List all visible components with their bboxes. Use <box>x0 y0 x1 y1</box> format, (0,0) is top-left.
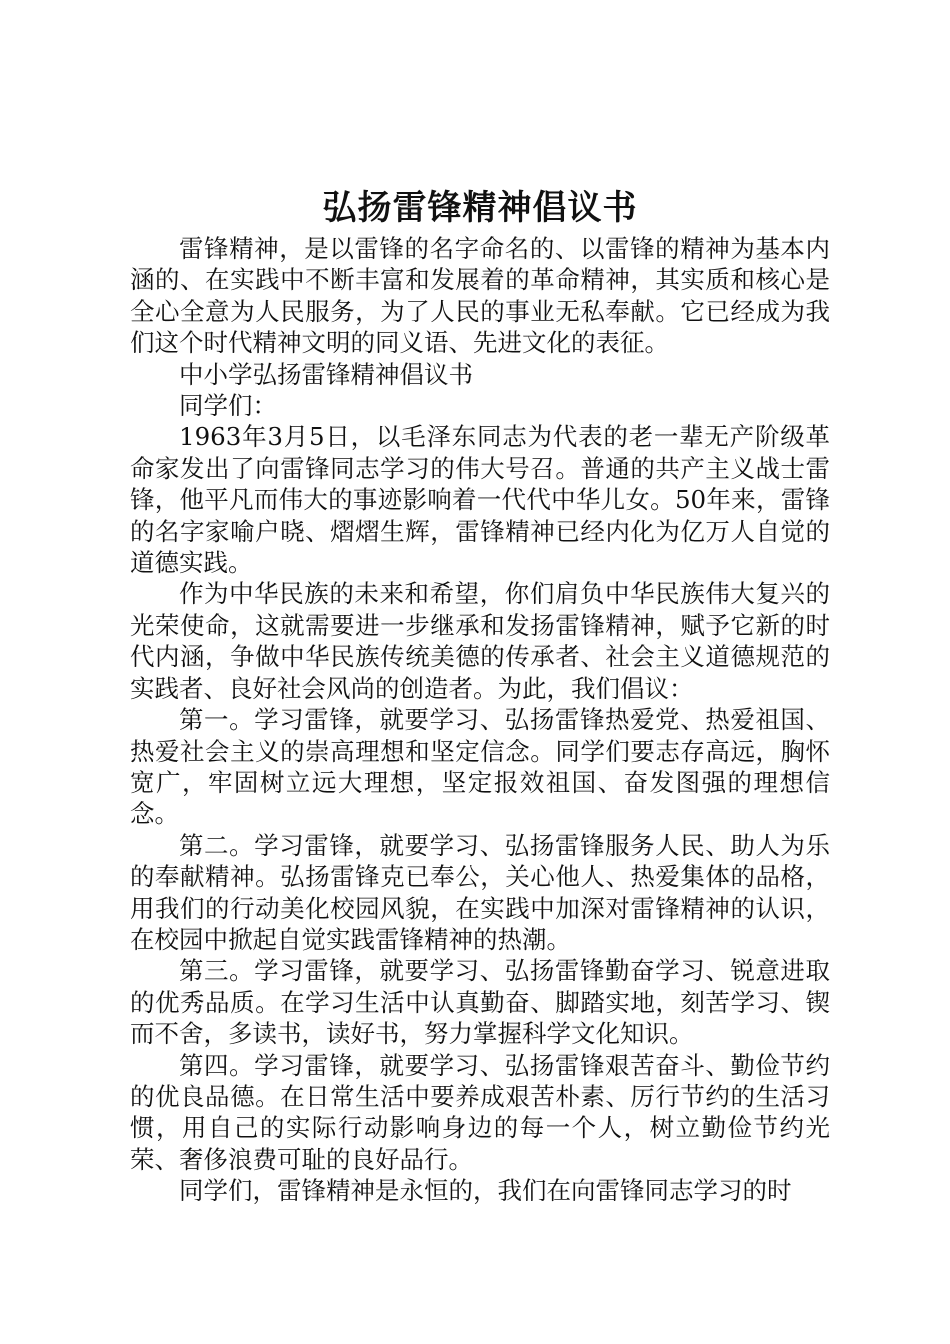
closing-paragraph: 同学们，雷锋精神是永恒的，我们在向雷锋同志学习的时 <box>179 1176 792 1206</box>
document-page <box>130 185 830 1207</box>
intro-paragraph: 雷锋精神，是以雷锋的名字命名的、以雷锋的精神为基本内涵的、在实践中不断丰富和发展着的革命精神，其实质和核心是全心全意为人民服务，为了人民的事业无私奉献。它已经成为我们这个时代精神文明的同义语、先进文化的表征。 <box>130 234 830 358</box>
mission-paragraph: 作为中华民族的未来和希望，你们肩负中华民族伟大复兴的光荣使命，这就需要进一步继承和发扬雷锋精神，赋予它新的时代内涵，争做中华民族传统美德的传承者、社会主义道德规范的实践者、良好社会风尚的创造者。为此，我们倡议： <box>130 579 830 703</box>
history-paragraph: 1963年3月5日，以毛泽东同志为代表的老一辈无产阶级革命家发出了向雷锋同志学习的伟大号召。普通的共产主义战士雷锋，他平凡而伟大的事迹影响着一代代中华儿女。50年来，雷锋的名字家喻户晓、熠熠生辉，雷锋精神已经内化为亿万人自觉的道德实践。 <box>130 422 830 578</box>
proposal-second: 第二。学习雷锋，就要学习、弘扬雷锋服务人民、助人为乐的奉献精神。弘扬雷锋克已奉公，关心他人、热爱集体的品格，用我们的行动美化校园风貌，在实践中加深对雷锋精神的认识，在校园中掀起自觉实践雷锋精神的热潮。 <box>130 830 830 954</box>
subtitle-line: 中小学弘扬雷锋精神倡议书 <box>179 359 473 389</box>
document-title: 弘扬雷锋精神倡议书 <box>322 188 638 228</box>
salutation: 同学们： <box>179 391 277 421</box>
proposal-fourth: 第四。学习雷锋，就要学习、弘扬雷锋艰苦奋斗、勤俭节约的优良品德。在日常生活中要养成艰苦朴素、厉行节约的生活习惯，用自己的实际行动影响身边的每一个人，树立勤俭节约光荣、奢侈浪费可耻的良好品行。 <box>130 1050 830 1174</box>
proposal-first: 第一。学习雷锋，就要学习、弘扬雷锋热爱党、热爱祖国、热爱社会主义的崇高理想和坚定信念。同学们要志存高远，胸怀宽广，牢固树立远大理想，坚定报效祖国、奋发图强的理想信念。 <box>130 705 830 829</box>
proposal-third: 第三。学习雷锋，就要学习、弘扬雷锋勤奋学习、锐意进取的优秀品质。在学习生活中认真勤奋、脚踏实地，刻苦学习、锲而不舍，多读书，读好书，努力掌握科学文化知识。 <box>130 956 830 1049</box>
